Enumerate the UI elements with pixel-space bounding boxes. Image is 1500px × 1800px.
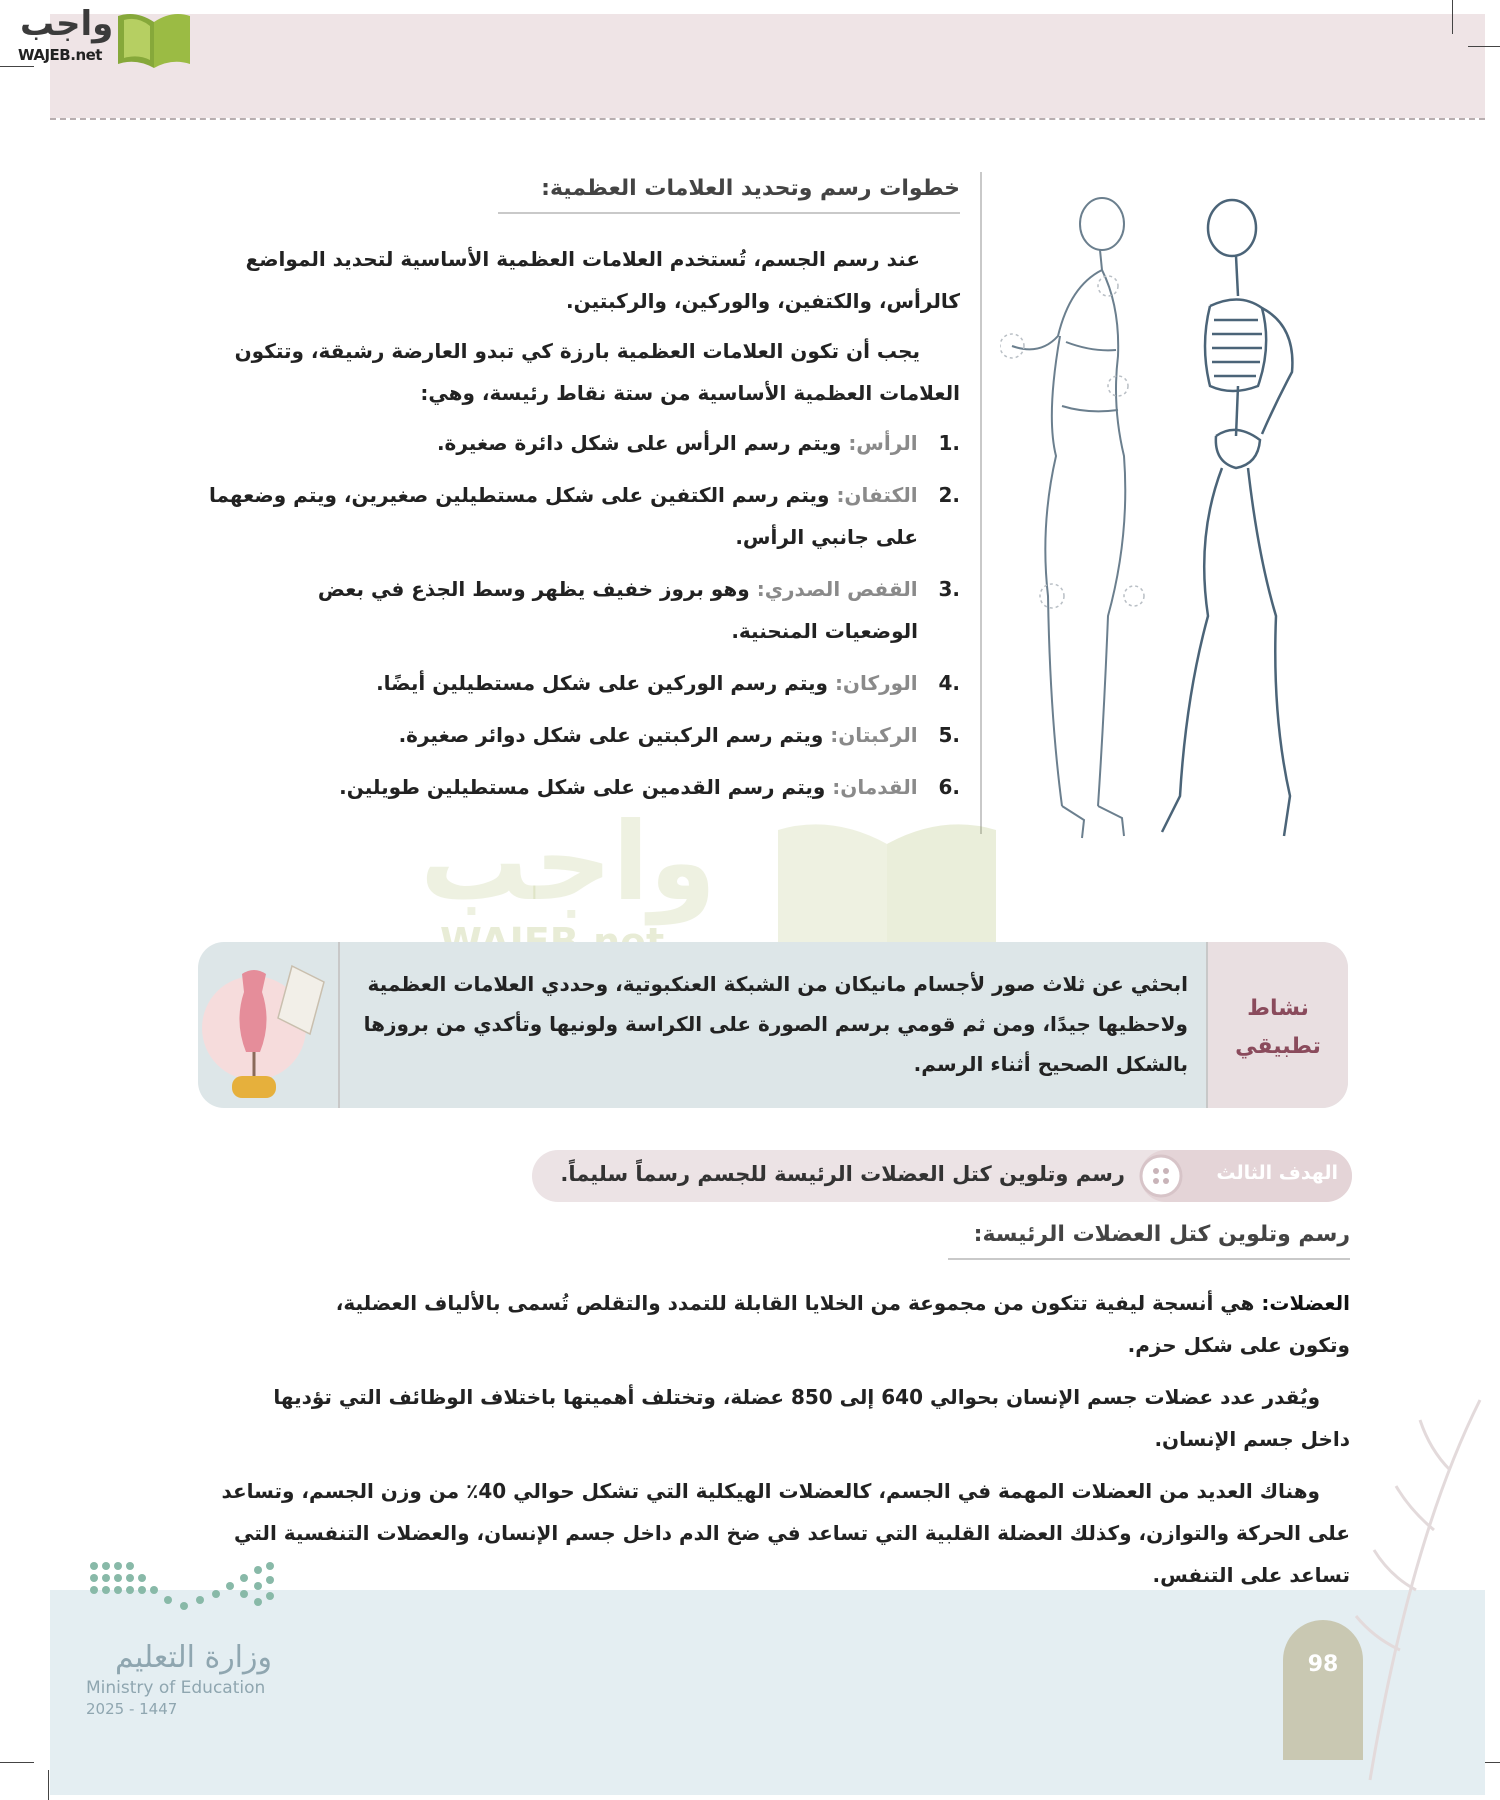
muscles-definition: [200, 1282, 1350, 1366]
list-item: [190, 662, 960, 714]
item-continuation: الوضعيات المنحنية.: [731, 619, 918, 643]
button-icon: [1138, 1153, 1184, 1199]
item-text: ويتم رسم الوركين على شكل مستطيلين أيضًا.: [376, 671, 828, 695]
ministry-name-arabic: وزارة التعليم: [114, 1640, 272, 1675]
section1-heading: خطوات رسم وتحديد العلامات العظمية:: [541, 176, 960, 201]
ministry-logo-dots: [88, 1560, 278, 1624]
item-label: الوركان:: [834, 671, 918, 695]
item-text: ويتم رسم الكتفين على شكل مستطيلين صغيرين، ويتم وضعهما: [209, 483, 830, 507]
activity-divider: [338, 942, 340, 1108]
goal-text: رسم وتلوين كتل العضلات الرئيسة للجسم رسماً سليماً.: [560, 1162, 1125, 1186]
item-text: ويتم رسم الرأس على شكل دائرة صغيرة.: [436, 431, 842, 455]
landmarks-line-2: العلامات العظمية الأساسية من ستة نقاط رئيسة، وهي:: [420, 381, 960, 405]
logo-latin: WAJEB.net: [18, 46, 102, 64]
item-number: .5: [938, 723, 960, 747]
list-item: [190, 474, 960, 568]
count-line-1: ويُقدر عدد عضلات جسم الإنسان بحوالي 640 إلى 850 عضلة، وتختلف أهميتها باختلاف الوظائف التي تؤديها: [273, 1385, 1320, 1409]
item-continuation: على جانبي الرأس.: [735, 525, 918, 549]
landmarks-list: [190, 422, 960, 818]
heading-underline: [498, 212, 960, 214]
item-label: القفص الصدري:: [756, 577, 918, 601]
types-line-1: وهناك العديد من العضلات المهمة في الجسم، كالعضلات الهيكلية التي تشكل حوالي 40٪ من وزن الجسم، وتساعد: [221, 1479, 1320, 1503]
item-number: .4: [938, 671, 960, 695]
page-number: 98: [1307, 1652, 1339, 1677]
list-item: [190, 568, 960, 662]
activity-line-2: ولاحظيها جيدًا، ومن ثم قومي برسم الصورة على الكراسة ولونيها وتأكدي من بروزها: [363, 1012, 1188, 1036]
crop-mark: [1468, 46, 1500, 47]
item-number: .1: [938, 431, 960, 455]
book-icon: [114, 8, 194, 68]
landmark-markers: [1000, 276, 1144, 608]
crop-mark: [48, 1770, 49, 1800]
muscles-count-paragraph: [200, 1376, 1350, 1460]
item-label: الركبتان:: [830, 723, 918, 747]
intro-paragraph: [190, 238, 960, 322]
intro-line-1: عند رسم الجسم، تُستخدم العلامات العظمية الأساسية لتحديد المواضع: [245, 247, 920, 271]
header-band: [50, 14, 1485, 118]
logo-arabic: واجب: [20, 4, 114, 44]
item-text: وهو بروز خفيف يظهر وسط الجذع في بعض: [317, 577, 750, 601]
activity-divider: [1206, 942, 1208, 1108]
types-line-3: تساعد على التنفس.: [1152, 1563, 1350, 1587]
activity-box: [198, 942, 1348, 1108]
section2-heading: رسم وتلوين كتل العضلات الرئيسة:: [973, 1222, 1350, 1247]
item-label: الكتفان:: [836, 483, 918, 507]
figure-and-skeleton-illustration: [1000, 196, 1340, 856]
list-item: [190, 422, 960, 474]
item-number: .6: [938, 775, 960, 799]
landmarks-line-1: يجب أن تكون العلامات العظمية بارزة كي تبدو العارضة رشيقة، وتتكون: [234, 339, 920, 363]
item-label: الرأس:: [848, 431, 918, 455]
intro-line-2: كالرأس، والكتفين، والوركين، والركبتين.: [566, 289, 960, 313]
count-line-2: داخل جسم الإنسان.: [1154, 1427, 1350, 1451]
types-line-2: على الحركة والتوازن، وكذلك العضلة القلبية التي تساعد في ضخ الدم داخل جسم الإنسان، والعضلات التنفسية التي: [234, 1521, 1350, 1545]
item-number: .3: [938, 577, 960, 601]
item-text: ويتم رسم الركبتين على شكل دوائر صغيرة.: [398, 723, 824, 747]
muscle-types-paragraph: [200, 1470, 1350, 1596]
activity-label-line-1: نشاط: [1247, 996, 1309, 1021]
crop-mark: [1452, 0, 1453, 34]
academic-year: 2025 - 1447: [86, 1700, 178, 1718]
item-number: .2: [938, 483, 960, 507]
activity-label-line-2: تطبيقي: [1235, 1034, 1321, 1059]
definition-term: العضلات:: [1261, 1291, 1350, 1315]
definition-line-2: وتكون على شكل حزم.: [1127, 1333, 1350, 1357]
activity-instructions: [348, 964, 1188, 1084]
definition-line-1: هي أنسجة ليفية تتكون من مجموعة من الخلايا القابلة للتمدد والتقلص تُسمى بالألياف العضلية،: [335, 1291, 1255, 1315]
fashion-figure-sketch: [1012, 198, 1125, 838]
item-label: القدمان:: [832, 775, 918, 799]
mannequin-icon: [202, 952, 332, 1102]
skeleton-sketch: [1162, 200, 1292, 836]
header-divider: [50, 118, 1485, 120]
ministry-name-english: Ministry of Education: [86, 1678, 266, 1698]
wajeb-logo: [8, 4, 188, 68]
page-number-tab: [1283, 1620, 1363, 1760]
crop-mark: [0, 1762, 34, 1763]
activity-line-3: بالشكل الصحيح أثناء الرسم.: [913, 1052, 1188, 1076]
activity-line-1: ابحثي عن ثلاث صور لأجسام مانيكان من الشبكة العنكبوتية، وحددي العلامات العظمية: [367, 972, 1188, 996]
item-text: ويتم رسم القدمين على شكل مستطيلين طويلين.: [339, 775, 826, 799]
list-item: [190, 714, 960, 766]
activity-label: [1226, 990, 1330, 1066]
column-divider: [980, 172, 982, 834]
watermark-arabic: واجب: [420, 800, 717, 925]
landmarks-paragraph: [190, 330, 960, 414]
goal-tag-label: الهدف الثالث: [1216, 1162, 1338, 1184]
heading-underline: [948, 1258, 1350, 1260]
